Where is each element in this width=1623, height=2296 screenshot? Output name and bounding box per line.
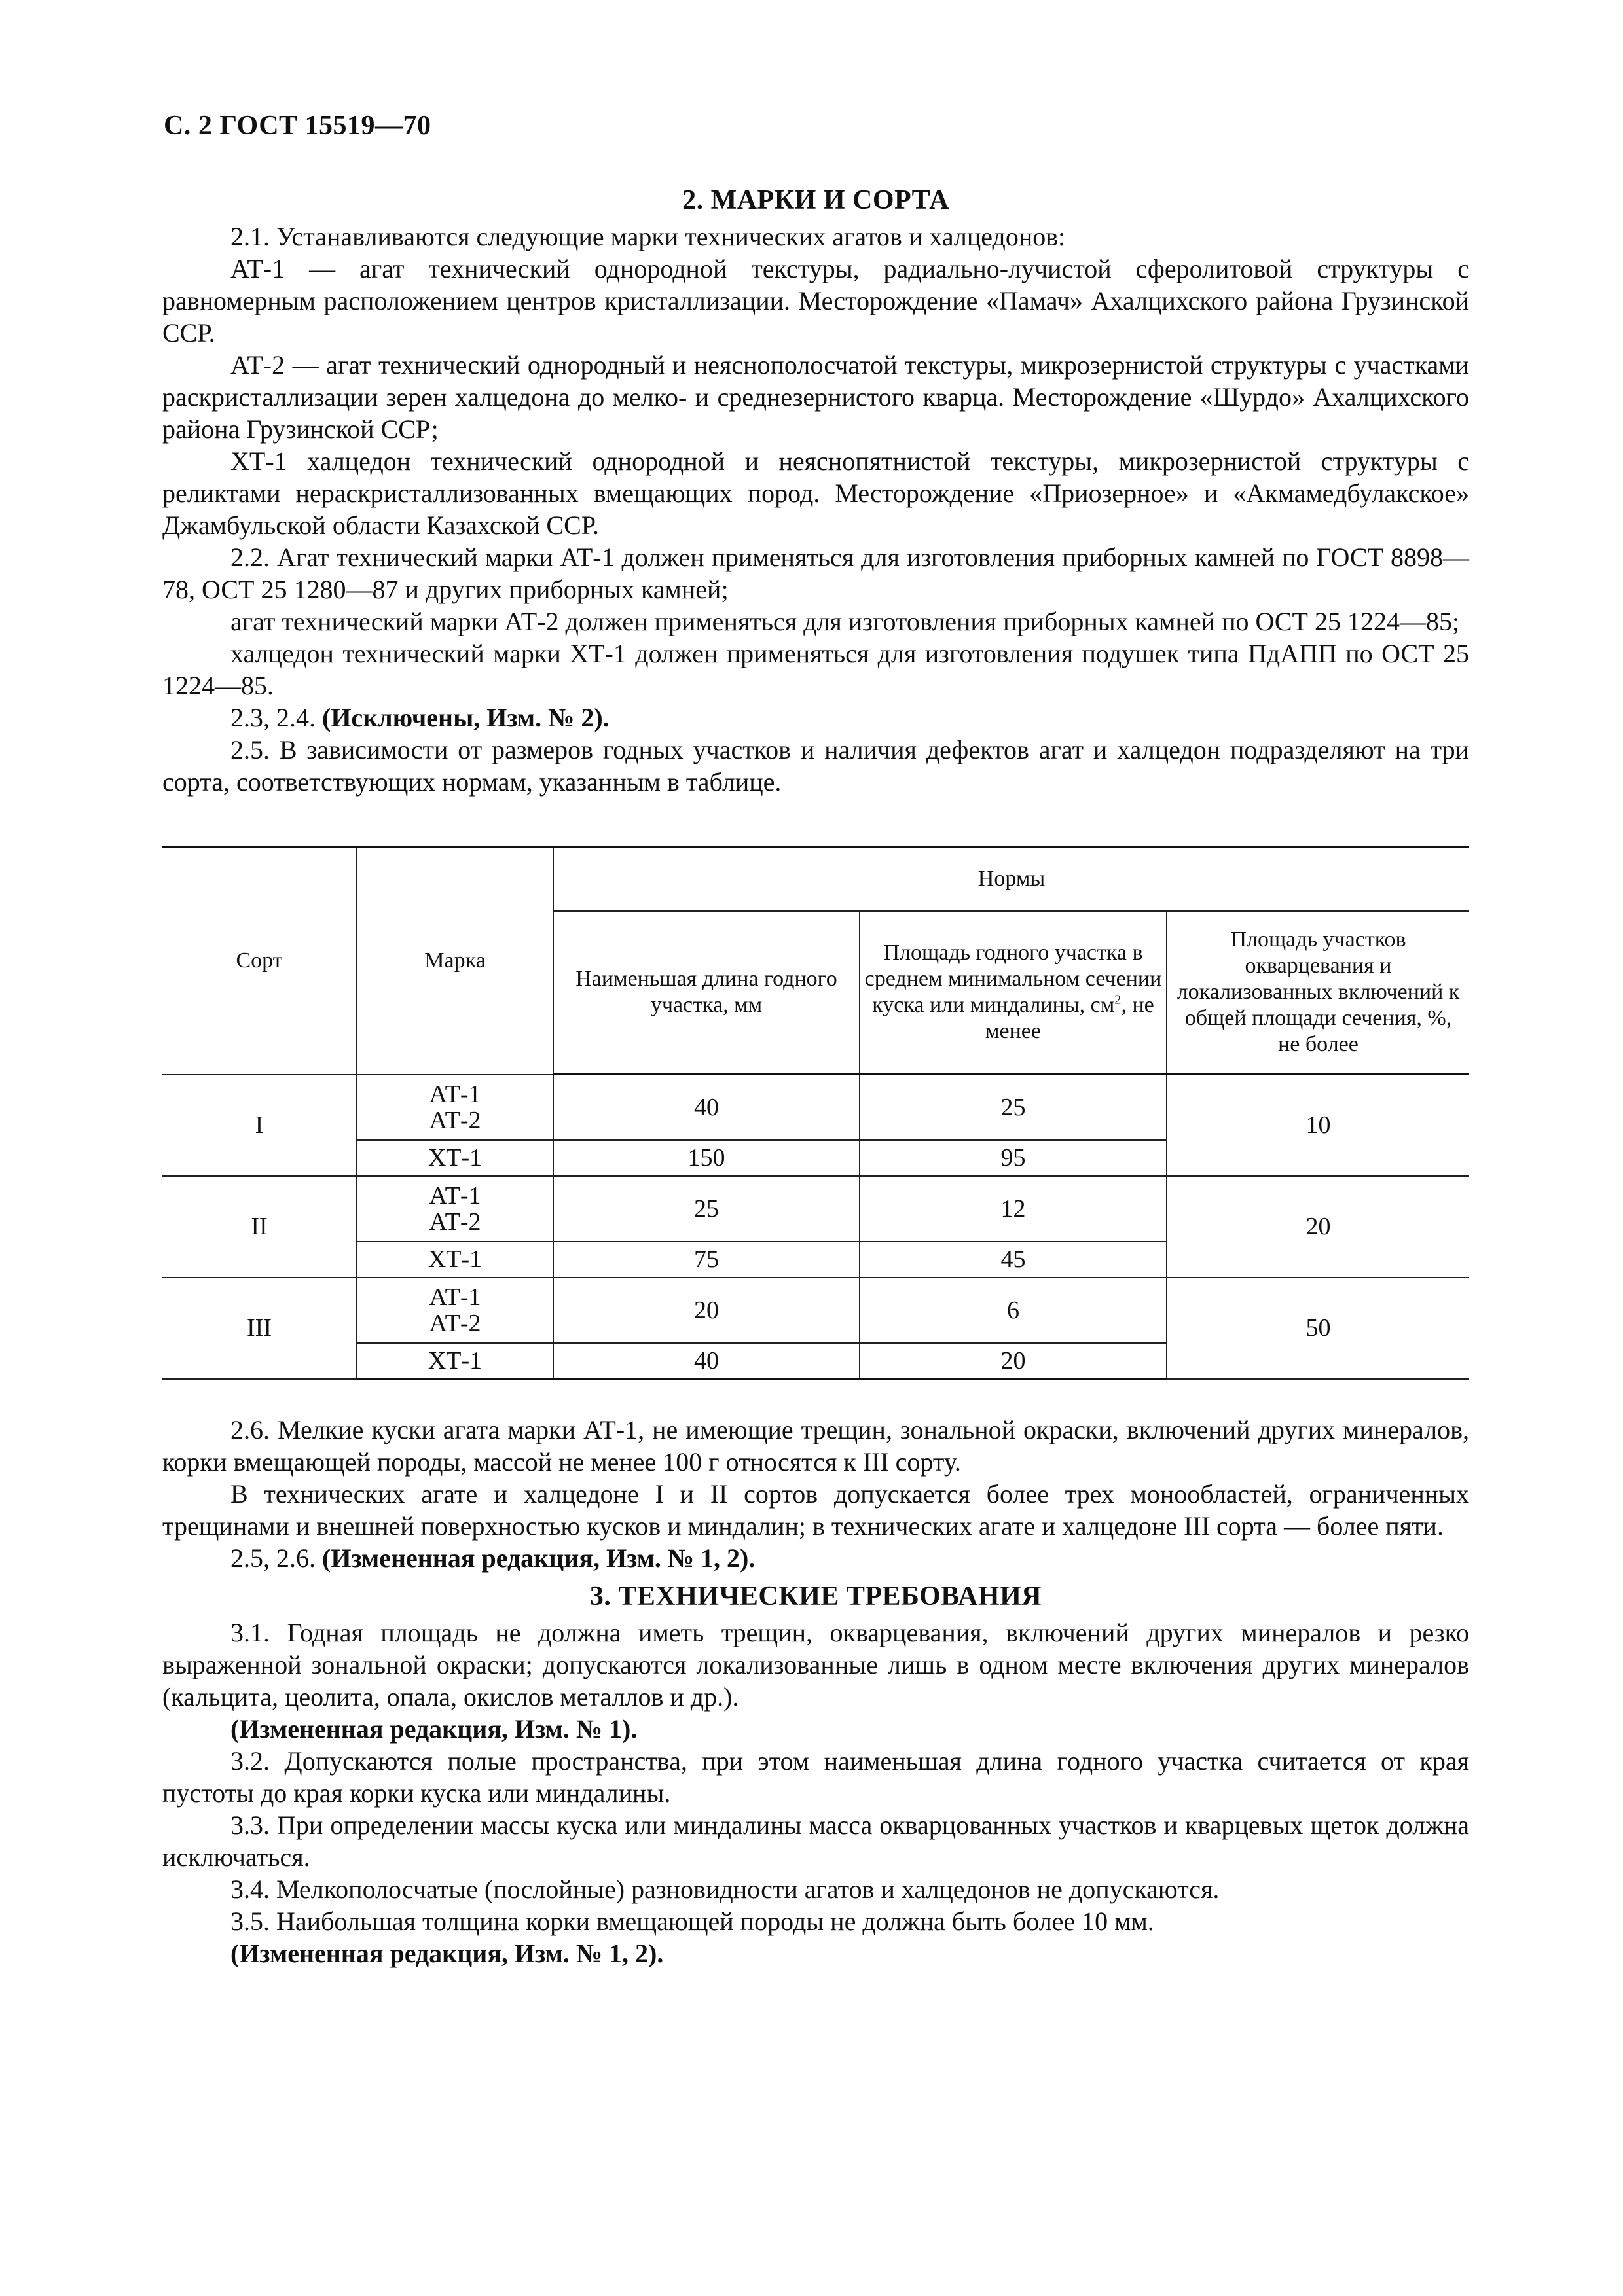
grade-cell: I [162, 1075, 357, 1176]
area-value: 6 [860, 1278, 1167, 1343]
header-norms: Нормы [553, 848, 1469, 911]
paragraph-xt1: ХТ-1 халцедон технический однородной и неяснопятнистой текстуры, микрозернистой структуры с реликтами нераскристаллизованных вмещающих пород. Месторождение «Приозерное» и «Акмамедбулакское» Джамбульской области Казахской ССР. [162, 446, 1469, 540]
paragraph-2-2-xt1: халцедон технический марки ХТ-1 должен применяться для изготовления подушек типа ПдАПП по ОСТ 25 1224—85. [162, 639, 1469, 700]
percent-value: 20 [1167, 1176, 1469, 1278]
mark-xt1: ХТ-1 [357, 1140, 553, 1176]
mark-xt1: ХТ-1 [357, 1242, 553, 1278]
header-area-sup: 2 [1114, 992, 1122, 1007]
paragraph-2-3-note: (Исключены, Изм. № 2). [322, 703, 610, 732]
paragraph-at2: АТ-2 — агат технический однородный и неяснополосчатой текстуры, микрозернистой структуры с участками раскристаллизации зерен халцедона до мелко- и среднезернистого кварца. Месторождение «Шурдо» Ахалцихского района Грузинской ССР; [162, 350, 1469, 444]
document-body [162, 185, 1469, 1969]
paragraph-2-1: 2.1. Устанавливаются следующие марки технических агатов и халцедонов: [230, 222, 1066, 251]
paragraph-3-2: 3.2. Допускаются полые пространства, при этом наименьшая длина годного участка считается от края пустоты до края корки куска или миндалины. [162, 1746, 1469, 1808]
mark-at2: АТ-2 [429, 1309, 481, 1337]
area-value: 25 [860, 1075, 1167, 1140]
area-value: 45 [860, 1242, 1167, 1278]
paragraph-2-3 [162, 702, 1469, 734]
paragraph-monoareas: В технических агате и халцедоне I и II сортов допускается более трех монообластей, ограниченных трещинами и внешней поверхностью кусков и миндалин; в технических агате и халцедоне III сорта — более пяти. [162, 1479, 1469, 1541]
mark-at1: АТ-1 [429, 1181, 481, 1210]
paragraph-2-2: 2.2. Агат технический марки АТ-1 должен применяться для изготовления приборных камней по ГОСТ 8898—78, ОСТ 25 1280—87 и других приборных камней; [162, 543, 1469, 604]
paragraph-2-5-2-6-number: 2.5, 2.6. [230, 1543, 322, 1573]
header-min-length: Наименьшая длина годного участка, мм [553, 911, 860, 1075]
paragraph-3-3: 3.3. При определении массы куска или миндалины масса окварцованных участков и кварцевых щеток должна исключаться. [162, 1810, 1469, 1872]
mark-at2: АТ-2 [429, 1106, 481, 1134]
header-mark: Марка [357, 848, 553, 1075]
norms-table [162, 846, 1469, 1380]
paragraph-at1: АТ-1 — агат технический однородной текстуры, радиально-лучистой сферолитовой структуры с равномерным расположением центров кристаллизации. Месторождение «Памач» Ахалцихского района Грузинской ССР. [162, 254, 1469, 348]
paragraph-2-6: 2.6. Мелкие куски агата марки АТ-1, не имеющие трещин, зональной окраски, включений других минералов, корки вмещающей породы, массой не менее 100 г относятся к III сорту. [162, 1415, 1469, 1477]
paragraph-2-2-at2: агат технический марки АТ-2 должен применяться для изготовления приборных камней по ОСТ 25 1224—85; [230, 607, 1460, 636]
length-value: 40 [553, 1075, 860, 1140]
mark-at1: АТ-1 [429, 1080, 481, 1108]
mark-cell [357, 1278, 553, 1343]
percent-value: 10 [1167, 1075, 1469, 1176]
mark-cell [357, 1075, 553, 1140]
paragraph-2-5-2-6 [162, 1542, 1469, 1574]
paragraph-2-5: 2.5. В зависимости от размеров годных участков и наличия дефектов агат и халцедон подразделяют на три сорта, соответствующих нормам, указанным в таблице. [162, 735, 1469, 797]
mark-cell [357, 1176, 553, 1242]
header-sort: Сорт [162, 848, 357, 1075]
length-value: 75 [553, 1242, 860, 1278]
length-value: 25 [553, 1176, 860, 1242]
area-value: 20 [860, 1343, 1167, 1379]
header-area-text: Площадь годного участка в среднем минимальном сечении куска или миндалины, см [864, 941, 1162, 1018]
mark-at1: АТ-1 [429, 1283, 481, 1311]
mark-at2: АТ-2 [429, 1208, 481, 1236]
header-area [860, 911, 1167, 1075]
norms-table-wrapper [162, 846, 1469, 1380]
grade-cell: II [162, 1176, 357, 1278]
paragraph-3-5: 3.5. Наибольшая толщина корки вмещающей породы не должна быть более 10 мм. [230, 1907, 1154, 1936]
section-3-title: 3. ТЕХНИЧЕСКИЕ ТРЕБОВАНИЯ [589, 1581, 1042, 1611]
paragraph-3-4: 3.4. Мелкополосчатые (послойные) разновидности агатов и халцедонов не допускаются. [230, 1874, 1220, 1904]
header-area-suffix: , не менее [985, 993, 1154, 1044]
length-value: 20 [553, 1278, 860, 1343]
paragraph-2-5-2-6-note: (Измененная редакция, Изм. № 1, 2). [322, 1543, 756, 1573]
area-value: 95 [860, 1140, 1167, 1176]
mark-xt1: ХТ-1 [357, 1343, 553, 1379]
paragraph-3-1-note: (Измененная редакция, Изм. № 1). [230, 1714, 638, 1744]
grade-cell: III [162, 1278, 357, 1379]
paragraph-3-5-note: (Измененная редакция, Изм. № 1, 2). [230, 1939, 664, 1968]
paragraph-2-3-number: 2.3, 2.4. [230, 703, 322, 732]
paragraph-3-1: 3.1. Годная площадь не должна иметь трещин, окварцевания, включений других минералов и резко выраженной зональной окраски; допускаются локализованные лишь в одном месте включения других минералов (кальцита, цеолита, опала, окислов металлов и др.). [162, 1618, 1469, 1712]
length-value: 150 [553, 1140, 860, 1176]
percent-value: 50 [1167, 1278, 1469, 1379]
page-header: С. 2 ГОСТ 15519—70 [164, 111, 431, 141]
section-2-title: 2. МАРКИ И СОРТА [682, 185, 949, 215]
length-value: 40 [553, 1343, 860, 1379]
header-quartz-percent: Площадь участков окварцевания и локализованных включений к общей площади сечения, %, не более [1167, 911, 1469, 1075]
area-value: 12 [860, 1176, 1167, 1242]
